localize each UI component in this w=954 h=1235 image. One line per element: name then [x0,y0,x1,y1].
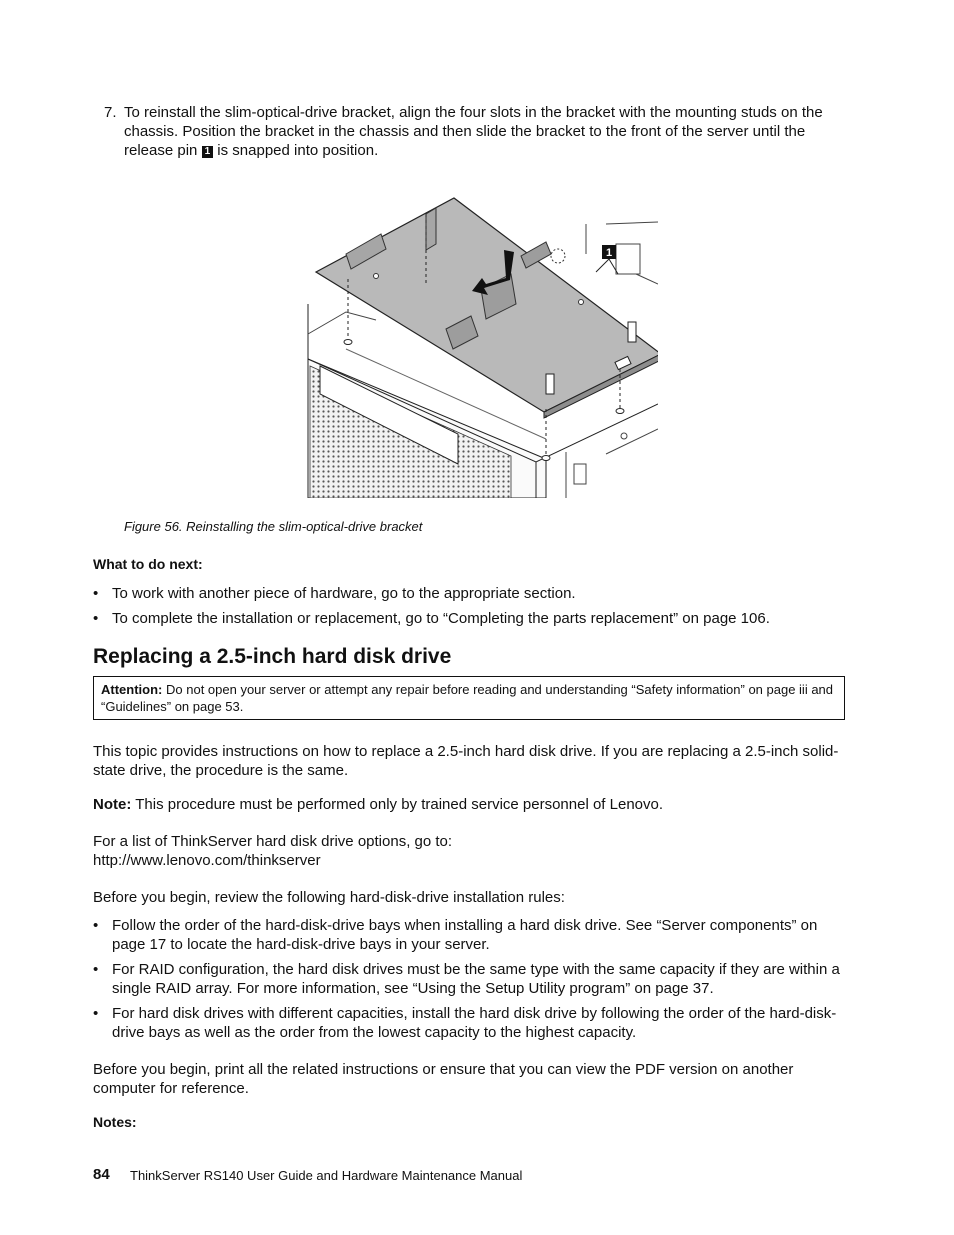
attention-box [93,676,845,720]
intro-paragraph: This topic provides instructions on how to replace a 2.5-inch hard disk drive. If you are replacing a 2.5-inch solid-state drive, the procedure is the same. [93,743,839,779]
notes-label: Notes: [93,1114,137,1130]
note-paragraph [93,795,843,814]
list-item: • For hard disk drives with different capacities, install the hard disk drive by following the order of the hard-disk-drive bays as well as the order from the lowest capacity to the highest capacity. [93,1005,837,1041]
list-item: • To complete the installation or replacement, go to “Completing the parts replacement” on page 106. [93,610,770,627]
step-text-before: To reinstall the slim-optical-drive bracket, align the four slots in the bracket with the mounting studs on the chassis. Position the bracket in the chassis and then slide the bracket to the front of the server until the release pin [124,104,823,159]
bullet-icon: • [93,610,99,627]
print-note: Before you begin, print all the related instructions or ensure that you can view the PDF version on another computer for reference. [93,1061,794,1097]
rules-intro: Before you begin, review the following hard-disk-drive installation rules: [93,889,565,906]
callout-1-badge: 1 [202,146,214,158]
next-steps-title: What to do next: [93,556,203,572]
bullet-icon: • [93,961,99,978]
rules-list [93,916,845,1048]
list-item: • To work with another piece of hardware, go to the appropriate section. [93,585,576,602]
next-steps-list [93,584,845,634]
options-url-link[interactable]: http://www.lenovo.com/thinkserver [93,852,321,869]
figure-caption: Figure 56. Reinstalling the slim-optical-drive bracket [124,519,423,534]
step-body [124,103,844,160]
options-paragraph [93,832,843,870]
note-text: This procedure must be performed only by trained service personnel of Lenovo. [135,796,664,813]
page-number: 84 [93,1166,110,1183]
list-item: • Follow the order of the hard-disk-drive bays when installing a hard disk drive. See “Server components” on page 17 to locate the hard-disk-drive bays in your server. [93,917,818,953]
section-heading: Replacing a 2.5-inch hard disk drive [93,645,452,668]
note-label: Note: [93,796,132,813]
attention-label: Attention: [101,682,163,697]
step-7 [104,103,844,160]
bullet-icon: • [93,917,99,934]
list-item: • For RAID configuration, the hard disk drives must be the same type with the same capacity if they are within a single RAID array. For more information, see “Using the Setup Utility program” on page 37. [93,961,840,997]
attention-text: Do not open your server or attempt any repair before reading and understanding “Safety information” on page iii and “Guidelines” on page 53. [101,682,834,714]
bracket-illustration [306,194,658,498]
bullet-icon: • [93,585,99,602]
step-text-after: is snapped into position. [217,142,379,159]
bullet-icon: • [93,1005,99,1022]
figure-callout-1: 1 [605,247,613,259]
step-number: 7. [104,104,117,121]
options-line: For a list of ThinkServer hard disk drive options, go to: [93,833,453,850]
footer-title: ThinkServer RS140 User Guide and Hardware Maintenance Manual [130,1168,523,1183]
